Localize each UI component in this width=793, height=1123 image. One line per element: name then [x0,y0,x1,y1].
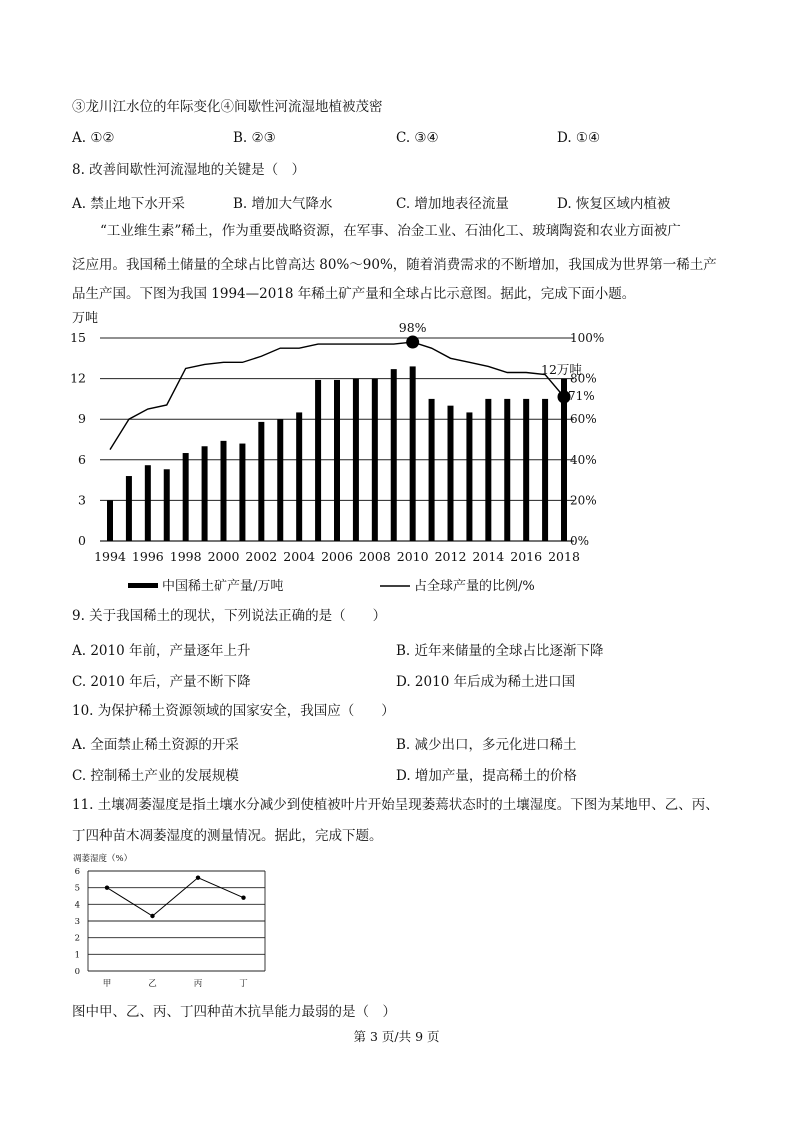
q9-stem: 9. 关于我国稀土的现状，下列说法正确的是（ ） [72,608,387,624]
q8-stem: 8. 改善间歇性河流湿地的关键是（ ） [72,162,306,178]
x-tick-label: 1994 [94,549,126,564]
annotation-71: 71% [568,389,595,403]
bar [542,399,548,541]
q8-option-c: C. 增加地表径流量 [396,196,509,212]
bar [334,380,340,541]
bar [145,465,151,541]
bar [523,399,529,541]
x-tick-label: 2004 [283,549,316,564]
right-tick-label: 60% [570,412,597,427]
x-tick-label: 乙 [148,979,157,989]
x-tick-label: 2006 [321,549,353,564]
point-2010 [406,336,419,349]
bar [485,399,491,541]
right-tick-label: 0% [570,534,590,548]
q7-option-a: A. ①② [72,130,115,146]
x-tick-label: 丙 [193,979,203,989]
x-tick-label: 2018 [548,549,580,564]
x-tick-label: 2014 [472,549,505,564]
rare-earth-chart [68,305,620,600]
y-axis-title: 万吨 [72,311,99,326]
bar [164,469,170,541]
bar [221,441,227,541]
bar [410,366,416,541]
bar [391,369,397,541]
left-tick-label: 12 [70,370,86,386]
passage-line-2: 泛应用。我国稀土储量的全球占比曾高达 80%～90%，随着消费需求的不断增加，我国成为世界第一稀土产 [72,257,717,273]
bar [504,399,510,541]
right-tick-label: 100% [570,331,605,345]
y-tick-label: 3 [74,917,80,927]
bar [429,399,435,541]
bar [258,422,264,541]
bar [466,412,472,541]
q11-stem-line-1: 11. 土壤凋萎湿度是指土壤水分减少到使植被叶片开始呈现萎蔫状态时的土壤湿度。下图为某地甲、乙、丙、 [72,797,719,813]
x-tick-label: 2002 [245,549,278,564]
q11-question: 图中甲、乙、丙、丁四种苗木抗旱能力最弱的是（ ） [72,1004,396,1020]
data-point [196,875,200,879]
bar [277,419,283,541]
x-tick-label: 2000 [207,549,240,564]
y-tick-label: 1 [74,950,80,961]
q7-continuation: ③龙川江水位的年际变化④间歇性河流湿地植被茂密 [72,99,383,115]
bar [372,379,378,541]
left-tick-label: 3 [78,492,86,508]
q8-option-a: A. 禁止地下水开采 [72,196,185,212]
passage-line-3: 品生产国。下图为我国 1994—2018 年稀土矿产量和全球占比示意图。据此，完成下面小题。 [72,286,636,302]
data-point [150,914,154,918]
q7-option-d: D. ①④ [557,130,601,146]
page-footer: 第 3 页/共 9 页 [353,1029,440,1044]
right-tick-label: 80% [570,371,597,386]
y-axis-title: 凋萎湿度（%） [73,854,133,864]
q10-option-a: A. 全面禁止稀土资源的开采 [72,737,239,753]
x-tick-label: 1998 [169,549,202,564]
x-tick-label: 2010 [396,549,429,564]
q8-option-d: D. 恢复区域内植被 [557,196,671,212]
right-tick-label: 40% [570,452,597,467]
x-tick-label: 2012 [434,549,467,564]
y-tick-label: 2 [74,933,80,944]
y-tick-label: 5 [74,883,80,894]
annotation-12-wandun: 12万吨 [541,362,582,377]
x-tick-label: 1996 [131,549,164,564]
right-tick-label: 20% [570,493,597,508]
q10-option-b: B. 减少出口，多元化进口稀土 [396,737,577,753]
y-tick-label: 0 [74,967,80,977]
q10-stem: 10. 为保护稀土资源领域的国家安全，我国应（ ） [72,703,395,719]
bar [126,476,132,541]
left-tick-label: 15 [70,330,86,345]
q9-option-b: B. 近年来储量的全球占比逐渐下降 [396,643,604,659]
bar [107,500,113,541]
q7-option-b: B. ②③ [233,130,276,146]
x-tick-label: 2016 [510,549,543,564]
left-tick-label: 9 [78,411,86,427]
q9-option-a: A. 2010 年前，产量逐年上升 [72,643,251,659]
bar [448,406,454,541]
legend-bar-swatch [128,583,158,588]
passage-line-1: “工业维生素”稀土，作为重要战略资源，在军事、冶金工业、石油化工、玻璃陶瓷和农业方面被广 [100,223,681,239]
annotation-98: 98% [398,320,427,335]
data-point [241,895,245,899]
bar [315,380,321,541]
q11-stem-line-2: 丁四种苗木凋萎湿度的测量情况。据此，完成下题。 [72,828,383,844]
q8-option-b: B. 增加大气降水 [233,196,333,212]
y-tick-label: 4 [74,900,80,911]
wilting-humidity-chart [68,848,278,993]
q10-option-c: C. 控制稀土产业的发展规模 [72,768,239,784]
bar [239,444,245,541]
y-tick-label: 6 [74,867,80,877]
x-tick-label: 甲 [102,979,112,989]
legend-line-label: 占全球产量的比例/% [414,579,535,594]
left-tick-label: 6 [78,451,86,467]
q10-option-d: D. 增加产量，提高稀土的价格 [396,768,577,784]
q9-option-d: D. 2010 年后成为稀土进口国 [396,674,576,690]
x-tick-label: 丁 [239,979,248,989]
data-point [105,885,109,889]
left-tick-label: 0 [78,533,86,548]
q7-option-c: C. ③④ [396,130,439,146]
bar [353,379,359,541]
bar [183,453,189,541]
humidity-line [107,878,244,916]
bar [202,446,208,541]
legend-bar-label: 中国稀土矿产量/万吨 [162,579,284,594]
q9-option-c: C. 2010 年后，产量不断下降 [72,674,251,690]
x-tick-label: 2008 [358,549,391,564]
bar [296,412,302,541]
